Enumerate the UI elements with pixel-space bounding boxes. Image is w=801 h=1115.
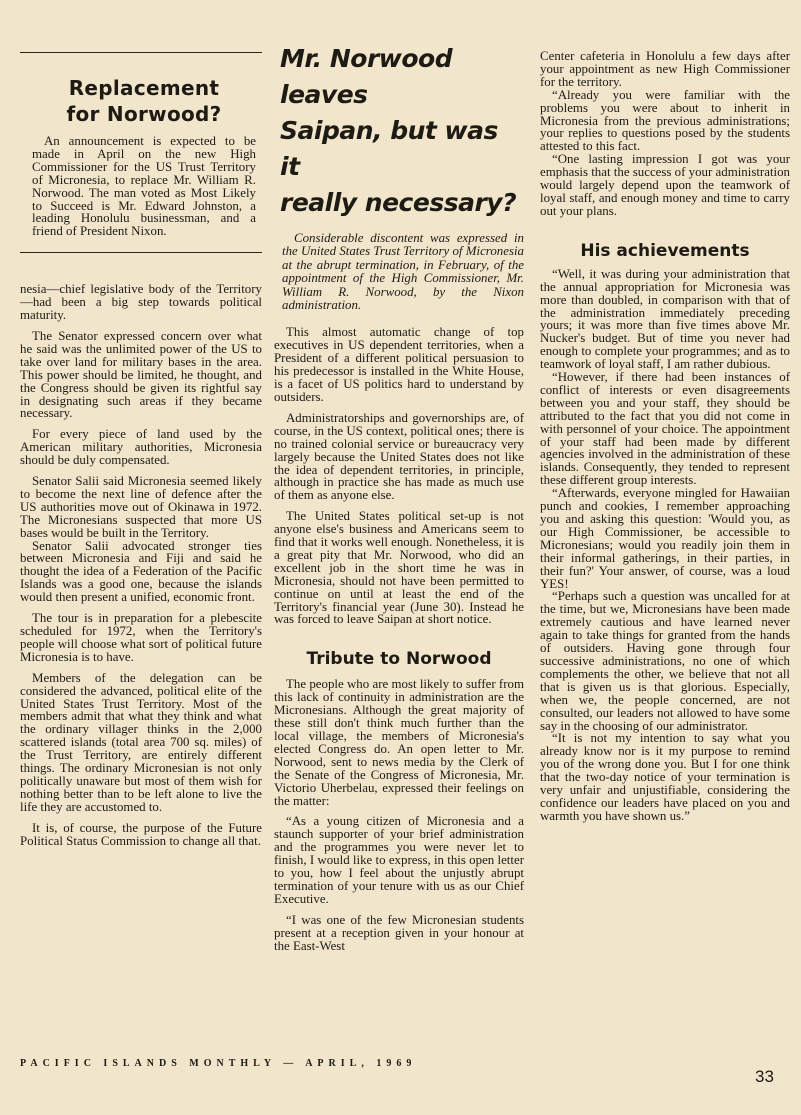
article-intro-block (274, 232, 524, 312)
article-title-line2: Saipan, but was it (280, 116, 498, 181)
achievement-paragraph: “It is not my intention to say what you already know nor is it my purpose to remind you of the wrong done you. But I for one think that the two-day notice of your termination is very unfair and unjustifiable, considering the confidence our leaders have placed on you and warmth you have shown us.” (540, 731, 790, 823)
article-title (274, 41, 524, 221)
article-paragraph: This almost automatic change of top executives in US dependent territories, when a President of a different political persuasion to his predecessor is installed in the White House, is a facet of US politics hard to understand by outsiders. (274, 325, 524, 404)
achievement-paragraph: “Well, it was during your administration that the annual appropriation for Micronesia was more than doubled, in comparison with that of the administration immediately preceding yours; it was more than five times above Mr. Nucker's budget. But of time you never had enough to complete your programmes; and as to teamwork of loyal staff, I am rather dubious. (540, 266, 790, 372)
left-column (20, 0, 262, 856)
achievement-paragraph: “Perhaps such a question was uncalled for at the time, but we, Micronesians have been made extremely cautious and have learned never again to take things for granted from the hands of outsiders. Having gone through four successive administrations, no one of which complements the other, we believe that not all that is given us is that glorious. Especially, when we, the people concerned, are not consulted, our leaders not allowed to have some say in the choosing of our administrator. (540, 589, 790, 733)
box-bottom-rule (20, 252, 262, 253)
box-heading-line1: Replacement (68, 76, 220, 100)
sidebar-box (20, 53, 262, 238)
article-intro: Considerable discontent was expressed in the United States Trust Territory of Micronesia at the abrupt termination, in February, of the appointment of the High Commissioner, Mr. William R. Norwood, by the Nixon administration. (282, 231, 524, 313)
col1-paragraph: For every piece of land used by the American military authorities, Micronesia should be duly compensated. (20, 427, 262, 468)
subhead-achievements: His achievements (580, 240, 750, 261)
tribute-paragraph: “I was one of the few Micronesian students present at a reception given in your honour at the East-West (274, 912, 524, 953)
right-column (540, 0, 790, 831)
col1-paragraph: nesia—chief legislative body of the Territory—had been a big step towards political maturity. (20, 282, 262, 323)
tribute-paragraph: The people who are most likely to suffer from this lack of continuity in administration are the Micronesians. Although the great majority of these still don't think much further than the local village, the members of Micronesia's elected Congress do. An open letter to Mr. Norwood, sent to news media by the Clerk of the Senate of the Congress of Micronesia, Mr. Victorio Uherbelau, expressed their feelings on the matter: (274, 677, 524, 808)
article-paragraph: The United States political set-up is not anyone else's business and Americans seem to find that it works well enough. Nonetheless, it is a great pity that Mr. Norwood, who did an excellent job in the short time he was in Micronesia, should not have been permitted to continue on until at least the end of the Territory's financial year (June 30). Instead he was forced to leave Saipan at short notice. (274, 509, 524, 627)
col1-paragraph: Members of the delegation can be considered the advanced, political elite of the United States Trust Territory. Most of the members admit that what they think and what the ordinary villager thinks in the 2,000 scattered islands (total area 700 sq. miles) of the Trust Territory, are entirely different things. The ordinary Micronesian is not only politically unaware but most of them wish for nothing better than to be left alone to live the life they are accustomed to. (20, 670, 262, 814)
col3-paragraph: “One lasting impression I got was your emphasis that the success of your administration would largely depend upon the teamwork of loyal staff, and enough money and time to carry out your plans. (540, 152, 790, 218)
achievement-paragraph: “Afterwards, everyone mingled for Hawaiian punch and cookies, I remember approaching you and asking this question: 'Would you, as our High Commissioner, be accessible to Micronesians; would you readily join them in their informal gatherings, in their parties, in their fun?' Your answer, of course, was a loud YES! (540, 486, 790, 591)
page-number: 33 (755, 1067, 774, 1086)
col1-paragraph: Senator Salii advocated stronger ties between Micronesia and Fiji and said he thought the idea of a Federation of the Pacific Islands was a good one, because the islands would then present a unified, economic front. (20, 538, 262, 605)
tribute-paragraph: “As a young citizen of Micronesia and a staunch supporter of your brief administration and the programmes you were never let to finish, I would like to express, in this open letter to you, how I feel about the unjustly abrupt termination of your tenure with us as our Chief Executive. (274, 814, 524, 906)
col1-paragraph: The tour is in preparation for a plebescite scheduled for 1972, when the Territory's people will choose what sort of political future Micronesia is to have. (20, 611, 262, 664)
col3-paragraph: Center cafeteria in Honolulu a few days after your appointment as new High Commissioner for the territory. (540, 49, 790, 89)
col1-paragraph: It is, of course, the purpose of the Future Political Status Commission to change all that. (20, 820, 262, 848)
col3-paragraph: “Already you were familiar with the problems you were about to inherit in Micronesia from the previous administrations; your replies to questions posed by the students attested to this fact. (540, 87, 790, 154)
article-title-line3: really necessary? (280, 188, 517, 217)
achievement-paragraph: “However, if there had been instances of conflict of interests or even disagreements between you and your staff, they should be attributed to the fact that you did not come in with personnel of your choice. The appointment of your staff had been made by different agencies involved in the administration of these islands. Consequently, they tended to represent these different group interests. (540, 370, 790, 488)
article-title-line1: Mr. Norwood leaves (280, 44, 453, 109)
article-paragraph: Administratorships and governorships are, of course, in the US context, political ones; there is no trained colonial service or bureaucracy very largely because the United States does not like the idea of dependent territories, in principle, although in practice she has made as much use of them as anyone else. (274, 410, 524, 503)
col3-top (540, 50, 790, 218)
article-body (274, 326, 524, 626)
col1-paragraph: The Senator expressed concern over what he said was the unlimited power of the US to take over land for military bases in the area. This power should be limited, he thought, and the Congress should be given its rightful say in designating such areas if they became necessary. (20, 328, 262, 421)
col1-paragraph: Senator Salii said Micronesia seemed likely to become the next line of defence after the US authorities move out of Okinawa in 1972. The Micronesians suspected that more US bases would be built in the Territory. (20, 474, 262, 540)
footer-publication: PACIFIC ISLANDS MONTHLY — APRIL, 1969 (20, 1058, 417, 1069)
box-text: An announcement is expected to be made in April on the new High Commissioner for the US Trust Territory of Micronesia, to replace Mr. William R. Norwood. The man voted as Most Likely to Succeed is Mr. Edward Johnston, a leading Honolulu businessman, and a friend of President Nixon. (32, 134, 256, 239)
center-column (274, 0, 524, 961)
subhead-tribute: Tribute to Norwood (306, 649, 492, 670)
box-heading-line2: for Norwood? (66, 102, 222, 126)
page-footer (0, 1058, 801, 1082)
